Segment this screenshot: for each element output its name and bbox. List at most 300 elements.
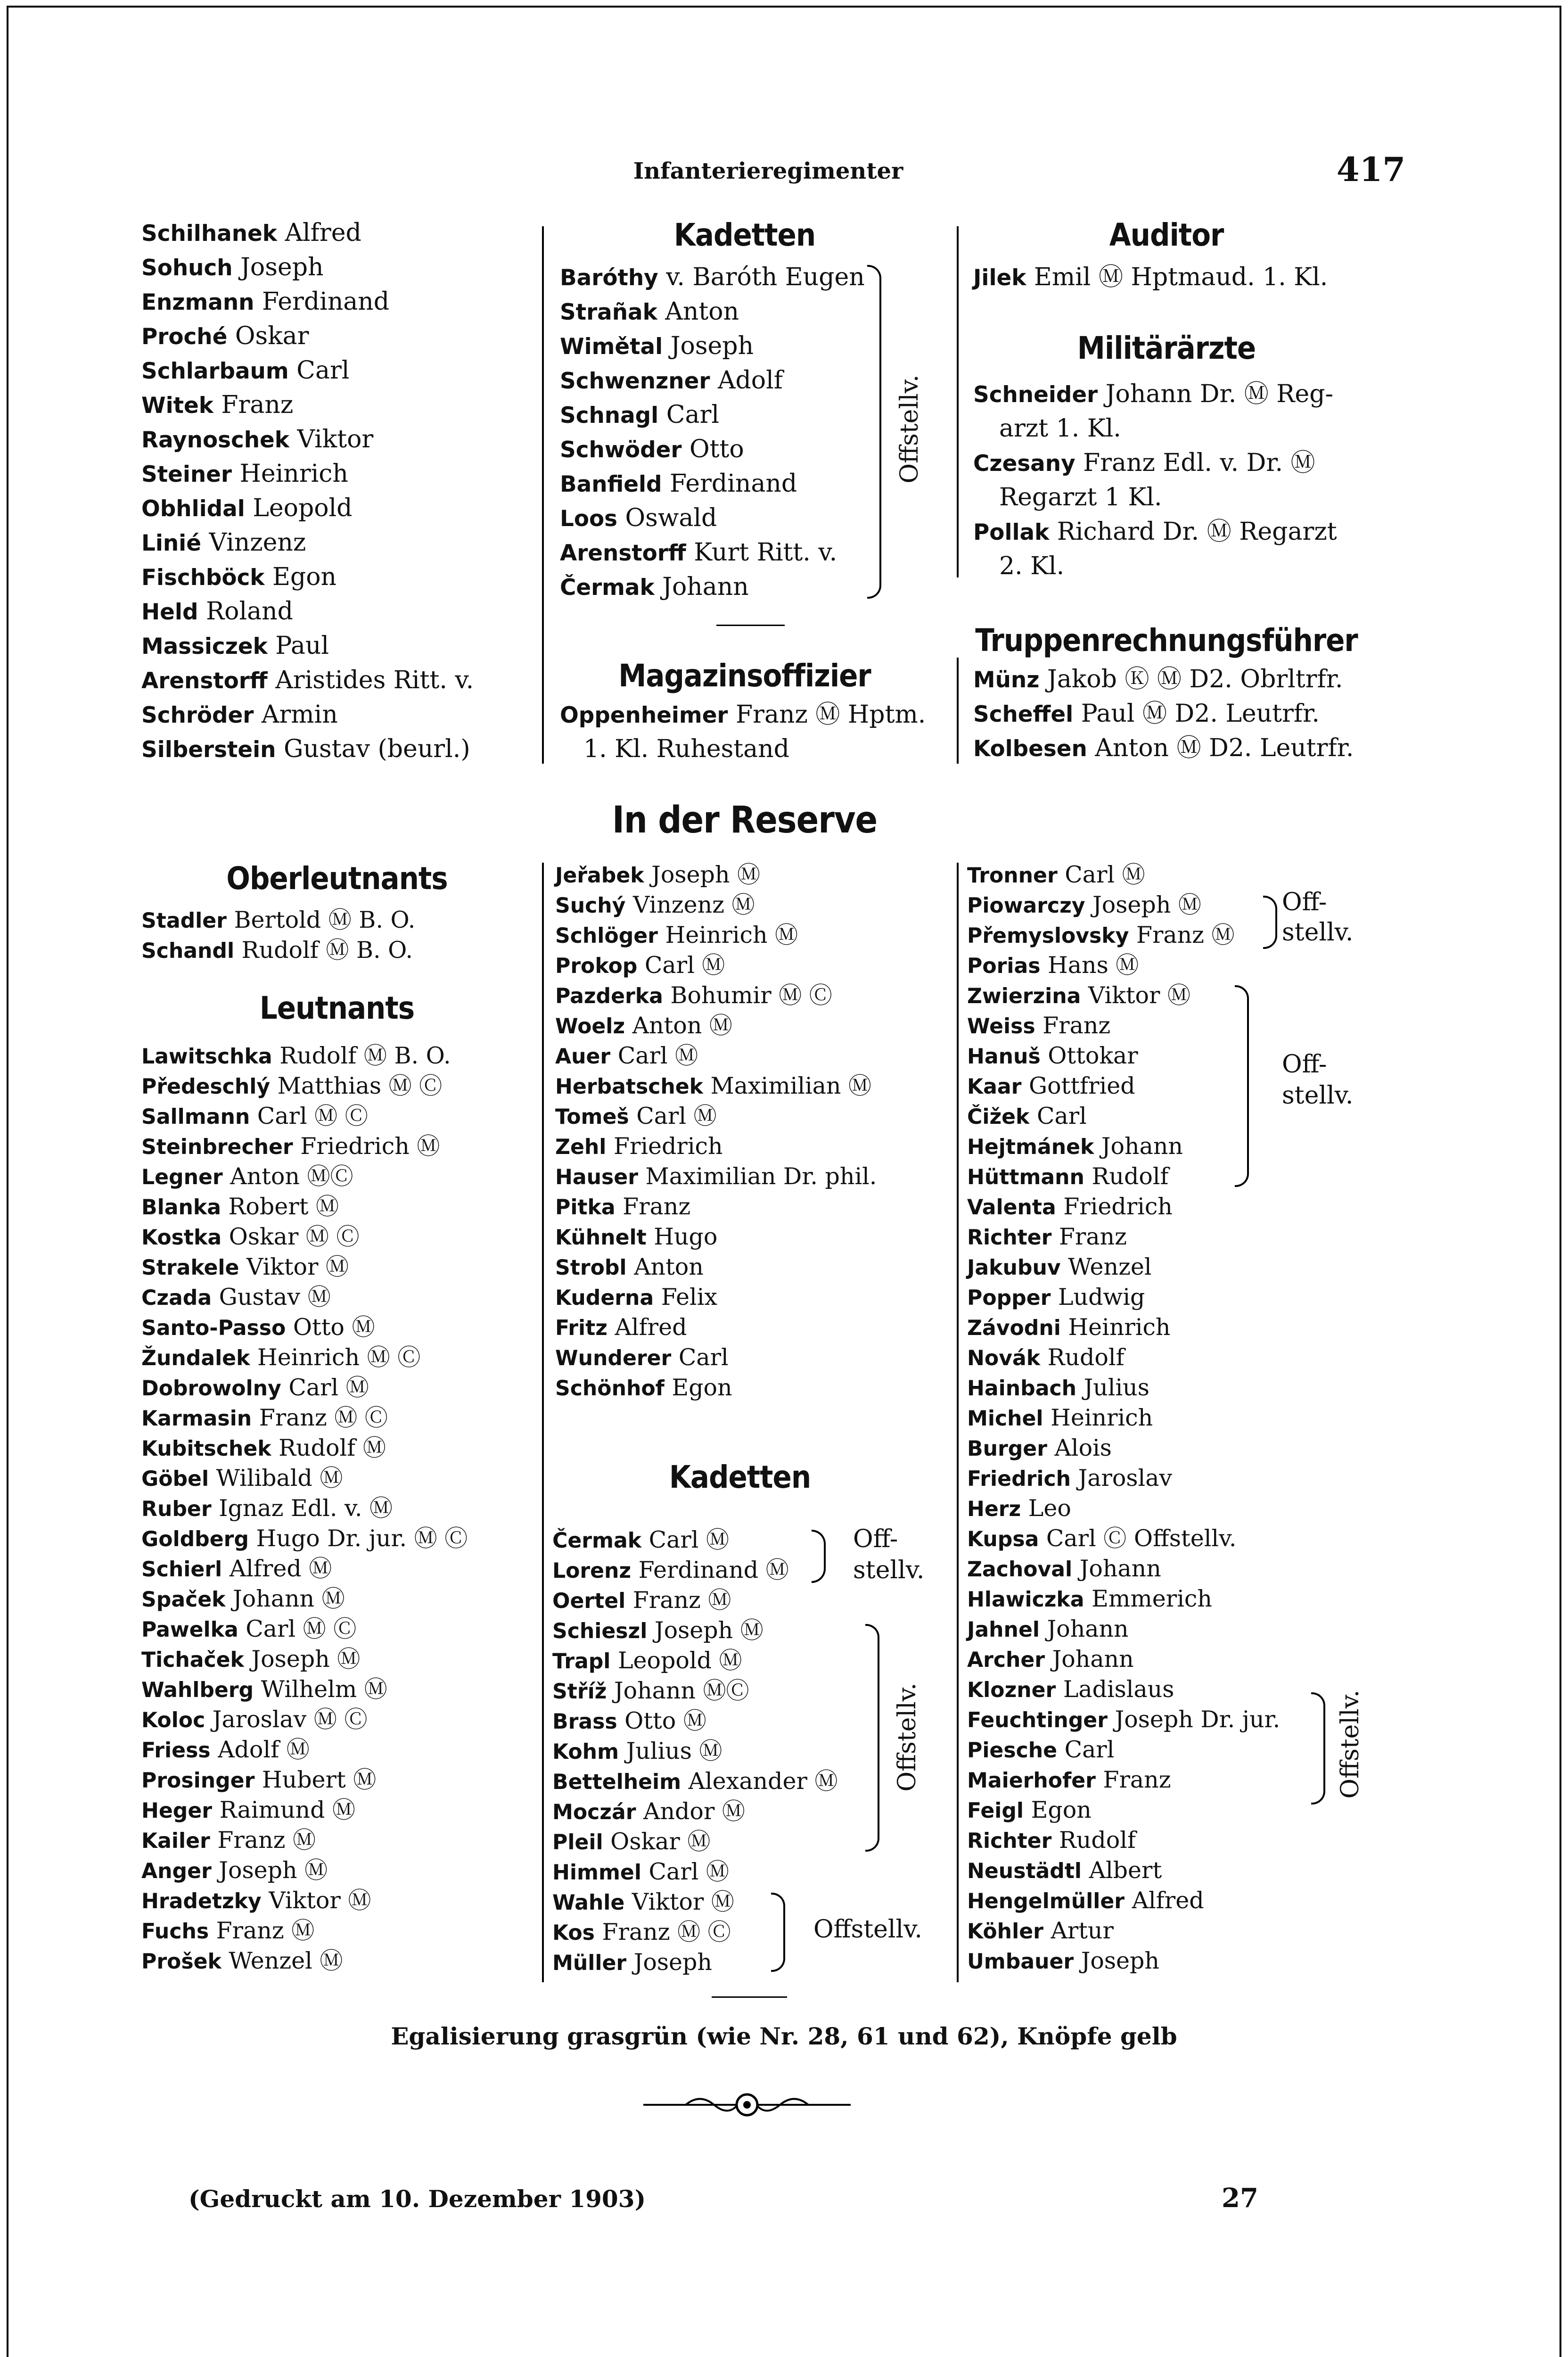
reserve-right-entry xyxy=(967,1282,1280,1312)
reserve-right-entry xyxy=(967,1886,1280,1916)
oberleutnant-entry xyxy=(141,935,415,965)
surname: Schilhanek xyxy=(141,221,277,247)
leutnant-entry xyxy=(141,1312,468,1343)
surname: Himmel xyxy=(552,1861,641,1885)
surname: Schlöger xyxy=(555,924,658,948)
kadetten-reserve-entry xyxy=(552,1525,837,1555)
leutnant-entry xyxy=(141,1524,468,1554)
surname: Žundalek xyxy=(141,1346,250,1370)
kadetten-top-entry xyxy=(560,329,865,363)
surname: Steinbrecher xyxy=(141,1135,293,1159)
given-name-and-notes: Heinrich xyxy=(1043,1404,1153,1431)
kadetten-reserve-entry xyxy=(552,1887,837,1917)
given-name-and-notes: Franz xyxy=(1051,1223,1127,1250)
given-name-and-notes: Carl Ⓜ Ⓒ xyxy=(238,1615,357,1642)
given-name-and-notes: Vinzenz Ⓜ xyxy=(625,891,755,918)
kadetten-reserve-brace-3 xyxy=(771,1893,785,1972)
kadetten-reserve-entry xyxy=(552,1676,837,1706)
given-name-and-notes: Johann xyxy=(1039,1615,1129,1642)
reserve-right-entry xyxy=(967,1222,1280,1252)
kadetten-top-entry xyxy=(560,295,865,329)
surname: Heger xyxy=(141,1799,213,1823)
surname: Dobrowolny xyxy=(141,1376,281,1401)
surname: Feigl xyxy=(967,1799,1024,1823)
surname: Strobl xyxy=(555,1256,627,1280)
given-name-and-notes: Maximilian Dr. phil. xyxy=(638,1163,877,1190)
militaeraerzte-entry xyxy=(973,515,1337,549)
surname: Předeschlý xyxy=(141,1075,271,1099)
surname: Proché xyxy=(141,324,228,350)
kadetten-reserve-entry xyxy=(552,1706,837,1736)
leutnant-entry xyxy=(141,1825,468,1855)
surname: Porias xyxy=(967,954,1041,978)
surname: Legner xyxy=(141,1165,223,1189)
reserve-middle-entry xyxy=(555,1071,877,1101)
given-name-and-notes: Carl xyxy=(1029,1103,1087,1129)
reserve-right-entry xyxy=(967,1674,1280,1705)
surname: Wimětal xyxy=(560,334,663,360)
reserve-middle-entry xyxy=(555,1101,877,1131)
reserve-middle-entry xyxy=(555,1041,877,1071)
militaeraerzte-entry xyxy=(973,377,1337,412)
reserve-middle-entry xyxy=(555,890,877,920)
militaeraerzte-block xyxy=(973,377,1337,584)
given-name-and-notes: Johann Dr. Ⓜ Reg- xyxy=(1098,380,1334,408)
reserve-right-entry xyxy=(967,1644,1280,1674)
given-name-and-notes: Jakob Ⓚ Ⓜ D2. Obrltrfr. xyxy=(1039,665,1343,693)
given-name-and-notes: Anton Ⓜ xyxy=(625,1012,732,1039)
given-name-and-notes: Ignaz Edl. v. Ⓜ xyxy=(211,1495,393,1522)
surname: Pleil xyxy=(552,1830,603,1854)
reserve-right-brace-3-label: Offstellv. xyxy=(1336,1689,1364,1799)
left-top-entry xyxy=(141,732,474,766)
reserve-middle-entry xyxy=(555,1162,877,1192)
leutnant-entry xyxy=(141,1433,468,1463)
surname: Herbatschek xyxy=(555,1075,703,1099)
leutnant-entry xyxy=(141,1252,468,1282)
leutnant-entry xyxy=(141,1463,468,1493)
surname: Prošek xyxy=(141,1950,222,1974)
reserve-middle-entry xyxy=(555,1222,877,1252)
surname: Maierhofer xyxy=(967,1769,1096,1793)
militaeraerzte-entry xyxy=(973,446,1337,480)
surname: Prokop xyxy=(555,954,638,978)
leutnant-entry xyxy=(141,1131,468,1162)
given-name-and-notes: Franz xyxy=(1095,1766,1171,1793)
surname: Strakele xyxy=(141,1256,239,1280)
surname: Santo-Passo xyxy=(141,1316,286,1340)
column-rule-left-top xyxy=(542,226,544,764)
surname: Raynoschek xyxy=(141,428,289,453)
leutnant-entry xyxy=(141,1916,468,1946)
kadetten-reserve-entry xyxy=(552,1585,837,1615)
surname: Koloc xyxy=(141,1708,205,1732)
given-name-and-notes: Hugo xyxy=(646,1223,718,1250)
leutnant-entry xyxy=(141,1162,468,1192)
surname: Spaček xyxy=(141,1588,226,1612)
given-name-and-notes: Carl Ⓜ xyxy=(641,1526,729,1553)
given-name-and-notes: Carl Ⓜ xyxy=(610,1042,698,1069)
left-top-entry xyxy=(141,354,474,388)
surname: Archer xyxy=(967,1648,1045,1672)
surname: Trapl xyxy=(552,1649,611,1673)
given-name-and-notes: Leopold xyxy=(245,494,353,522)
surname: Jakubuv xyxy=(967,1256,1061,1280)
surname: Auer xyxy=(555,1045,611,1069)
given-name-and-notes: Rudolf xyxy=(1040,1344,1125,1371)
given-name-and-notes: v. Baróth Eugen xyxy=(658,263,865,291)
given-name-and-notes: arzt 1. Kl. xyxy=(999,414,1121,443)
given-name-and-notes: Otto Ⓜ xyxy=(617,1707,706,1734)
surname: Závodni xyxy=(967,1316,1061,1340)
given-name-and-notes: Franz xyxy=(615,1193,691,1220)
given-name-and-notes: Bohumir Ⓜ Ⓒ xyxy=(663,982,832,1009)
given-name-and-notes: Heinrich Ⓜ xyxy=(657,922,798,948)
kadetten-top-brace-label: Offstellv. xyxy=(895,374,924,484)
given-name-and-notes: Matthias Ⓜ Ⓒ xyxy=(270,1072,443,1099)
given-name-and-notes: Rudolf Ⓜ B. O. xyxy=(272,1042,451,1069)
reserve-right-entry xyxy=(967,1825,1280,1855)
surname: Schönhof xyxy=(555,1376,665,1401)
given-name-and-notes: Carl xyxy=(658,401,720,429)
surname: Kostka xyxy=(141,1226,222,1250)
left-top-entry xyxy=(141,698,474,732)
leutnant-entry xyxy=(141,1855,468,1886)
militaeraerzte-entry xyxy=(973,480,1337,515)
given-name-and-notes: Oswald xyxy=(617,504,717,532)
surname: Oertel xyxy=(552,1589,626,1613)
surname: Müller xyxy=(552,1951,627,1975)
surname: Silberstein xyxy=(141,737,276,763)
truppenrechnungsfuehrer-entry xyxy=(973,662,1354,697)
surname: Novák xyxy=(967,1346,1041,1370)
oberleutnants-list xyxy=(141,905,415,965)
leutnant-entry xyxy=(141,1493,468,1524)
surname: Goldberg xyxy=(141,1527,249,1551)
reserve-right-entry xyxy=(967,1614,1280,1644)
left-top-entry xyxy=(141,629,474,663)
given-name-and-notes: Paul Ⓜ D2. Leutrfr. xyxy=(1073,700,1320,728)
given-name-and-notes: Hubert Ⓜ xyxy=(254,1766,377,1793)
reserve-middle-entry xyxy=(555,950,877,981)
leutnant-entry xyxy=(141,1222,468,1252)
reserve-middle-entry xyxy=(555,1343,877,1373)
surname: Tomeš xyxy=(555,1105,629,1129)
left-top-entry xyxy=(141,388,474,422)
kadetten-reserve-entry xyxy=(552,1857,837,1887)
given-name-and-notes: Carl Ⓜ xyxy=(281,1374,369,1401)
given-name-and-notes: Carl Ⓜ xyxy=(1057,861,1145,888)
reserve-right-entry xyxy=(967,1765,1280,1795)
surname: Weiss xyxy=(967,1014,1035,1038)
surname: Kühnelt xyxy=(555,1226,647,1250)
bottom-short-rule xyxy=(712,1996,787,1998)
surname: Popper xyxy=(967,1286,1051,1310)
given-name-and-notes: Carl Ⓜ Ⓒ xyxy=(250,1103,368,1129)
surname: Strañak xyxy=(560,300,657,325)
given-name-and-notes: Franz Ⓜ Ⓒ xyxy=(252,1404,388,1431)
surname: Kuderna xyxy=(555,1286,654,1310)
surname: Loos xyxy=(560,506,617,532)
given-name-and-notes: Carl xyxy=(1057,1736,1115,1763)
reserve-right-entry xyxy=(967,1131,1280,1162)
reserve-right-brace-2 xyxy=(1235,985,1249,1187)
given-name-and-notes: Joseph Ⓜ xyxy=(644,861,760,888)
surname: Kos xyxy=(552,1921,595,1945)
given-name-and-notes: Anton Ⓜ D2. Leutrfr. xyxy=(1087,734,1354,762)
kadetten-reserve-entry xyxy=(552,1797,837,1827)
kadetten-reserve-entry xyxy=(552,1917,837,1947)
surname: Zwierzina xyxy=(967,984,1081,1008)
magazinsoffizier-block xyxy=(560,698,926,766)
surname: Czesany xyxy=(973,451,1075,477)
surname: Richter xyxy=(967,1829,1052,1853)
surname: Burger xyxy=(967,1437,1047,1461)
given-name-and-notes: Carl Ⓜ xyxy=(641,1858,729,1885)
surname: Michel xyxy=(967,1407,1043,1431)
given-name-and-notes: Hans Ⓜ xyxy=(1040,952,1139,979)
surname: Prosinger xyxy=(141,1769,255,1793)
surname: Enzmann xyxy=(141,290,254,315)
reserve-right-entry xyxy=(967,1916,1280,1946)
surname: Schnagl xyxy=(560,403,659,429)
given-name-and-notes: Adolf Ⓜ xyxy=(210,1736,310,1763)
leutnant-entry xyxy=(141,1101,468,1131)
given-name-and-notes: Jaroslav xyxy=(1071,1465,1173,1492)
kadetten-reserve-brace-1-label: Off- stellv. xyxy=(853,1525,925,1584)
left-top-entry xyxy=(141,560,474,594)
surname: Fuchs xyxy=(141,1920,209,1944)
given-name-and-notes: Rudolf xyxy=(1084,1163,1169,1190)
surname: Münz xyxy=(973,668,1040,693)
reserve-right-entry xyxy=(967,981,1280,1011)
reserve-right-entry xyxy=(967,1373,1280,1403)
reserve-heading: In der Reserve xyxy=(612,799,878,841)
kadetten-top-entry xyxy=(560,570,865,604)
reserve-right-entry xyxy=(967,1795,1280,1825)
given-name-and-notes: Leopold Ⓜ xyxy=(610,1647,742,1674)
given-name-and-notes: Alfred xyxy=(277,219,361,247)
leutnant-entry xyxy=(141,1735,468,1765)
reserve-right-entry xyxy=(967,890,1280,920)
reserve-right-brace-1 xyxy=(1263,896,1277,949)
leutnant-entry xyxy=(141,1614,468,1644)
truppenrechnungsfuehrer-block xyxy=(973,662,1354,766)
reserve-right-entry xyxy=(967,1433,1280,1463)
given-name-and-notes: Armin xyxy=(254,701,338,729)
kadetten-top-list xyxy=(560,260,865,604)
kadetten-reserve-brace-2-label: Offstellv. xyxy=(893,1682,921,1792)
surname: Pitka xyxy=(555,1195,616,1220)
left-top-entry xyxy=(141,663,474,698)
surname: Valenta xyxy=(967,1195,1056,1220)
given-name-and-notes: Joseph xyxy=(626,1949,712,1976)
reserve-middle-entry xyxy=(555,920,877,950)
given-name-and-notes: Wenzel xyxy=(1060,1253,1152,1280)
left-top-entry xyxy=(141,594,474,629)
kadetten-reserve-entry xyxy=(552,1615,837,1646)
leutnant-entry xyxy=(141,1071,468,1101)
given-name-and-notes: Gustav Ⓜ xyxy=(212,1284,331,1310)
reserve-middle-entry xyxy=(555,1252,877,1282)
given-name-and-notes: Egon xyxy=(664,1374,732,1401)
kadetten-reserve-heading: Kadetten xyxy=(669,1459,811,1495)
reserve-middle-entry xyxy=(555,1011,877,1041)
surname: Arenstorff xyxy=(560,541,686,566)
surname: Tichaček xyxy=(141,1648,244,1672)
leutnant-entry xyxy=(141,1554,468,1584)
given-name-and-notes: Anton xyxy=(626,1253,704,1280)
surname: Brass xyxy=(552,1710,617,1734)
surname: Pollak xyxy=(973,520,1050,545)
ornament-divider xyxy=(643,2088,851,2123)
given-name-and-notes: Viktor xyxy=(289,425,374,453)
leutnant-entry xyxy=(141,1192,468,1222)
surname: Schneider xyxy=(973,382,1098,408)
given-name-and-notes: Franz Ⓜ xyxy=(1129,922,1235,948)
given-name-and-notes: Jaroslav Ⓜ Ⓒ xyxy=(205,1706,368,1733)
given-name-and-notes: Joseph Ⓜ xyxy=(211,1857,328,1884)
column-rule-left-bottom xyxy=(542,863,544,1982)
given-name-and-notes: Ladislaus xyxy=(1056,1676,1174,1703)
reserve-right-entry xyxy=(967,1584,1280,1614)
given-name-and-notes: Joseph Ⓜ xyxy=(1085,891,1201,918)
leutnant-entry xyxy=(141,1041,468,1071)
reserve-middle-entry xyxy=(555,981,877,1011)
surname: Hainbach xyxy=(967,1376,1077,1401)
surname: Witek xyxy=(141,393,213,419)
given-name-and-notes: Johann ⓂⒸ xyxy=(607,1677,749,1704)
given-name-and-notes: Heinrich Ⓜ Ⓒ xyxy=(250,1344,421,1371)
surname: Obhlidal xyxy=(141,496,245,522)
reserve-right-entry xyxy=(967,860,1280,890)
surname: Schandl xyxy=(141,939,235,963)
given-name-and-notes: Rudolf Ⓜ B. O. xyxy=(234,937,413,964)
surname: Scheffel xyxy=(973,702,1074,727)
surname: Schieszl xyxy=(552,1619,648,1643)
reserve-right-list xyxy=(967,860,1280,1976)
reserve-right-entry xyxy=(967,1524,1280,1554)
militaeraerzte-entry xyxy=(973,549,1337,584)
given-name-and-notes: Ferdinand Ⓜ xyxy=(631,1557,789,1583)
given-name-and-notes: Wenzel Ⓜ xyxy=(221,1947,343,1974)
surname: Zehl xyxy=(555,1135,607,1159)
surname: Neustädtl xyxy=(967,1859,1082,1883)
given-name-and-notes: Franz Ⓜ Ⓒ xyxy=(594,1919,731,1945)
given-name-and-notes: Rudolf xyxy=(1051,1827,1136,1854)
reserve-right-entry xyxy=(967,1071,1280,1101)
given-name-and-notes: Artur xyxy=(1043,1917,1114,1944)
given-name-and-notes: Gustav (beurl.) xyxy=(276,735,470,763)
reserve-right-brace-1-label: Off- stellv. xyxy=(1282,888,1354,947)
kadetten-top-brace xyxy=(867,265,881,599)
auditor-line: Jilek Emil Ⓜ Hptmaud. 1. Kl. xyxy=(973,263,1328,291)
given-name-and-notes: Leo xyxy=(1021,1495,1071,1522)
reserve-right-entry xyxy=(967,1855,1280,1886)
given-name-and-notes: Oskar Ⓜ Ⓒ xyxy=(222,1223,360,1250)
surname: Wahlberg xyxy=(141,1678,254,1702)
leutnant-entry xyxy=(141,1584,468,1614)
given-name-and-notes: Carl xyxy=(288,356,350,385)
given-name-and-notes: Franz xyxy=(1035,1012,1111,1039)
surname: Piesche xyxy=(967,1739,1058,1763)
given-name-and-notes: Friedrich Ⓜ xyxy=(293,1133,440,1160)
printed-date: (Gedruckt am 10. Dezember 1903) xyxy=(189,2185,646,2213)
kadetten-reserve-brace-3-label: Offstellv. xyxy=(813,1915,922,1944)
kadetten-top-heading: Kadetten xyxy=(673,217,816,253)
given-name-and-notes: Carl xyxy=(671,1344,729,1371)
left-top-list xyxy=(141,216,474,766)
leutnant-entry xyxy=(141,1795,468,1825)
given-name-and-notes: Wilhelm Ⓜ xyxy=(254,1676,387,1703)
truppenrechnungsfuehrer-entry xyxy=(973,697,1354,731)
surname: Klozner xyxy=(967,1678,1056,1702)
oberleutnants-heading: Oberleutnants xyxy=(226,860,448,897)
surname: Hauser xyxy=(555,1165,638,1189)
reserve-middle-entry xyxy=(555,1282,877,1312)
surname: Kolbesen xyxy=(973,736,1087,762)
given-name-and-notes: Viktor Ⓜ xyxy=(239,1253,349,1280)
surname: Čižek xyxy=(967,1105,1030,1129)
given-name-and-notes: Emmerich xyxy=(1084,1585,1212,1612)
given-name-and-notes: Alois xyxy=(1047,1434,1112,1461)
given-name-and-notes: Viktor Ⓜ xyxy=(261,1887,371,1914)
sheet-signature: 27 xyxy=(1222,2183,1258,2214)
reserve-middle-list xyxy=(555,860,877,1403)
surname: Lorenz xyxy=(552,1559,632,1583)
surname: Schwenzner xyxy=(560,369,710,394)
kadetten-top-entry xyxy=(560,501,865,536)
surname: Linié xyxy=(141,531,201,556)
given-name-and-notes: Johann xyxy=(1072,1555,1161,1582)
surname: Hanuš xyxy=(967,1045,1041,1069)
truppenrechnungsfuehrer-entry xyxy=(973,731,1354,766)
reserve-right-entry xyxy=(967,1162,1280,1192)
page-number: 417 xyxy=(1336,150,1405,189)
surname: Held xyxy=(141,600,198,625)
surname: Göbel xyxy=(141,1467,209,1491)
given-name-and-notes: Anton xyxy=(657,297,739,326)
given-name-and-notes: Julius Ⓜ xyxy=(619,1738,722,1764)
surname: Schwöder xyxy=(560,437,682,463)
left-top-entry xyxy=(141,491,474,526)
leutnant-entry xyxy=(141,1765,468,1795)
column-rule-right-bottom xyxy=(957,863,959,1982)
egalisierung-line: Egalisierung grasgrün (wie Nr. 28, 61 und 62), Knöpfe gelb xyxy=(391,2022,1177,2050)
kadetten-top-entry xyxy=(560,398,865,432)
kadetten-top-entry xyxy=(560,467,865,501)
reserve-right-entry xyxy=(967,1403,1280,1433)
surname: Richter xyxy=(967,1226,1052,1250)
truppenrechnungsfuehrer-heading: Truppenrechnungsführer xyxy=(975,622,1358,659)
surname: Tronner xyxy=(967,864,1058,888)
leutnant-entry xyxy=(141,1403,468,1433)
given-name-and-notes: Viktor Ⓜ xyxy=(624,1888,734,1915)
given-name-and-notes: Oskar Ⓜ xyxy=(603,1828,711,1855)
surname: Kailer xyxy=(141,1829,210,1853)
reserve-right-entry xyxy=(967,1192,1280,1222)
given-name-and-notes: Johann xyxy=(1045,1646,1134,1673)
surname: Banfield xyxy=(560,472,662,497)
militaeraerzte-heading: Militärärzte xyxy=(1077,330,1256,366)
reserve-right-entry xyxy=(967,1463,1280,1493)
given-name-and-notes: Johann Ⓜ xyxy=(225,1585,345,1612)
given-name-and-notes: Franz Ⓜ xyxy=(210,1827,316,1854)
kadetten-reserve-entry xyxy=(552,1646,837,1676)
reserve-right-brace-3 xyxy=(1311,1692,1325,1805)
left-top-entry xyxy=(141,216,474,250)
surname: Schlarbaum xyxy=(141,359,289,384)
